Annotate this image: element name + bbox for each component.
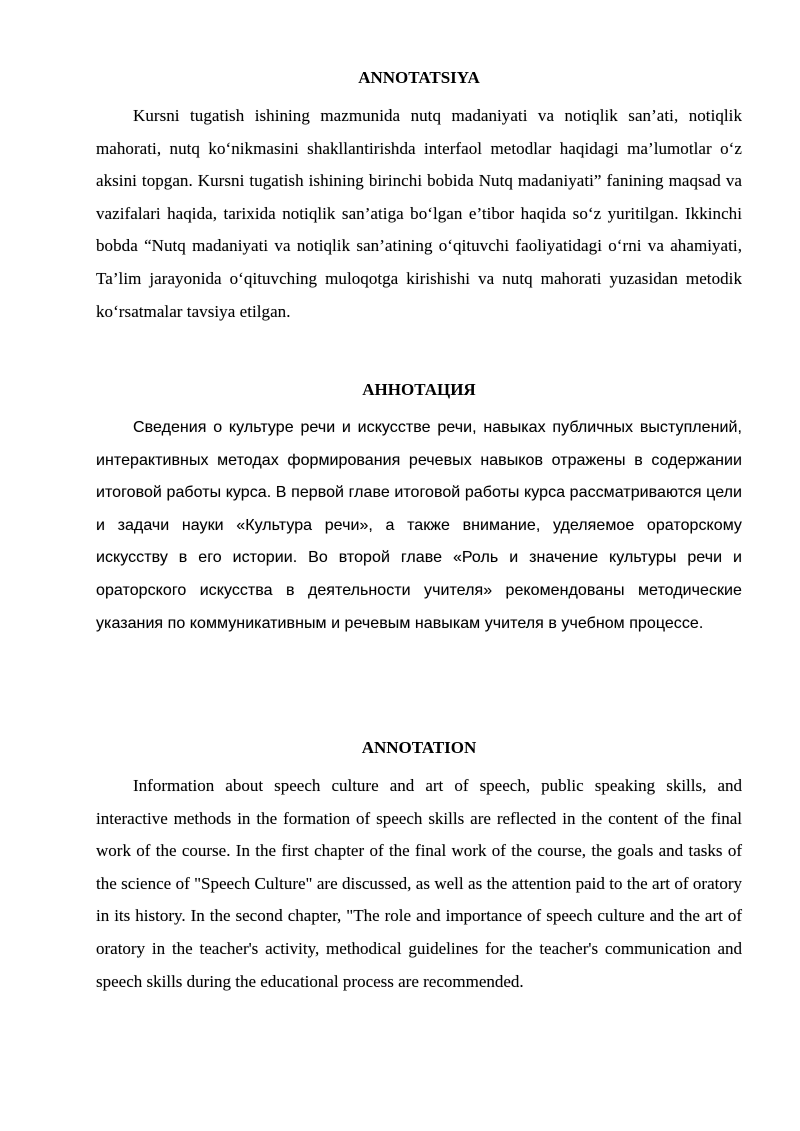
section-paragraph-russian: Сведения о культуре речи и искусстве речи, навыках публичных выступлений, интерактивных методах формирования речевых навыков отражены в содержании итоговой работы курса. В первой главе итоговой работы курса рассматриваются цели и задачи науки «Культура речи», а также внимание, уделяемое ораторскому искусству в его истории. Во второй главе «Роль и значение культуры речи и ораторского искусства в деятельности учителя» рекомендованы методические указания по коммуникативным и речевым навыкам учителя в учебном процессе. <box>96 419 742 632</box>
section-heading-uzbek: ANNOTATSIYA <box>358 68 480 87</box>
section-paragraph-uzbek: Kursni tugatish ishining mazmunida nutq madaniyati va notiqlik san’ati, notiqlik mahorati, nutq ko‘nikmasini shakllantirishda interfaol metodlar haqidagi ma’lumotlar o‘z aksini topgan. Kursni tugatish ishining birinchi bobida Nutq madaniyati” fanining maqsad va vazifalari haqida, tarixida notiqlik san’atiga bo‘lgan e’tibor haqida so‘z yuritilgan. Ikkinchi bobda “Nutq madaniyati va notiqlik san’atining o‘qituvchi faoliyatidagi o‘rni va ahamiyati, Ta’lim jarayonida o‘qituvching muloqotga kirishishi va nutq mahorati yuzasidan metodik ko‘rsatmalar tavsiya etilgan. <box>96 106 742 321</box>
section-heading-english: ANNOTATION <box>361 738 477 757</box>
section-paragraph-english: Information about speech culture and art of speech, public speaking skills, and interactive methods in the formation of speech skills are reflected in the content of the final work of the course. In the first chapter of the final work of the course, the goals and tasks of the science of "Speech Culture" are discussed, as well as the attention paid to the art of oratory in its history. In the second chapter, "The role and importance of speech culture and the art of oratory in the teacher's activity, methodical guidelines for the teacher's communication and speech skills during the educational process are recommended. <box>96 776 742 991</box>
section-heading-russian: АННОТАЦИЯ <box>362 380 476 399</box>
annotation-russian-section <box>96 380 742 640</box>
annotation-uzbek-section <box>96 68 742 328</box>
annotation-english-section <box>96 738 742 998</box>
